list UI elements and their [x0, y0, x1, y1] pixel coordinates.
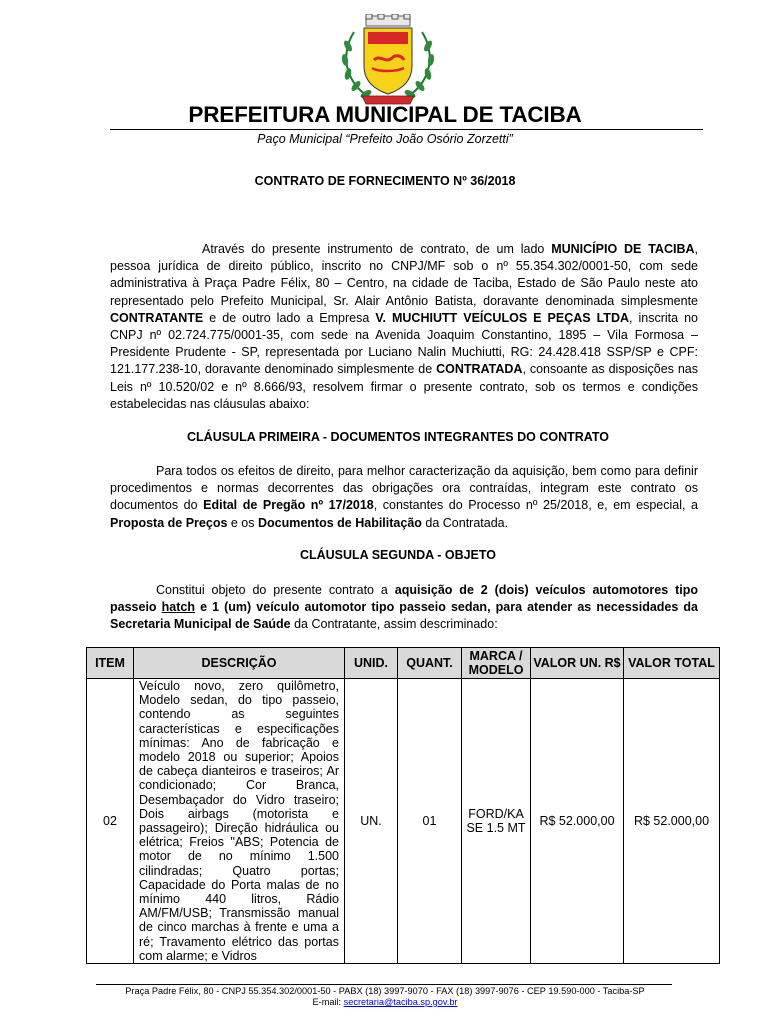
clause1-text-2: , constantes do Processo nº 25/2018, e, em especial, a [373, 498, 698, 513]
intro-bold-2: CONTRATANTE [110, 310, 204, 325]
footer-divider [96, 984, 672, 985]
intro-text-1: Através do presente instrumento de contrato, de um lado [202, 242, 552, 256]
footer-email-link[interactable]: secretaria@taciba.sp.gov.br [343, 997, 458, 1007]
clause2-paragraph [110, 582, 698, 634]
intro-paragraph [110, 241, 698, 413]
items-table [86, 647, 720, 964]
clause1-bold-3: Documentos de Habilitação [257, 515, 422, 530]
intro-text-5: , consoante as disposições nas Leis nº 10.520/02 e nº 8.666/93, resolvem firmar o presente contrato, sob os termos e condições estabelecidas nas cláusulas abaixo: [110, 362, 698, 411]
footer-email-line [0, 997, 770, 1008]
table-row [87, 679, 720, 964]
cell-valor-total: R$ 52.000,00 [624, 679, 720, 964]
intro-text-4: , inscrita no CNPJ nº 02.724.775/0001-35, com sede na Avenida Joaquim Constantino, 1895 – Vila Formosa – Presidente Prudente - SP, representada por Luciano Nalin Muchiutti, RG: 24.428.418 SSP/SP e CPF: 121.177.238-10, doravante denominado simplesmente de [110, 310, 698, 377]
clause1-text-3: e os [227, 515, 258, 530]
cell-marca: FORD/KA SE 1.5 MT [462, 679, 531, 964]
col-header-item: ITEM [87, 648, 134, 679]
cell-valor-un: R$ 52.000,00 [531, 679, 624, 964]
clause1-bold-2: Proposta de Preços [110, 515, 228, 530]
intro-text-2: , pessoa jurídica de direito público, inscrito no CNPJ/MF sob o nº 55.354.302/0001-50, com sede administrativa à Praça Padre Félix, 80 – Centro, na cidade de Taciba, Estado de São Paulo neste ato representado pelo Prefeito Municipal, Sr. Alair Antônio Batista, doravante denominada simplesmente [110, 242, 699, 308]
cell-descricao: Veículo novo, zero quilômetro, Modelo sedan, do tipo passeio, contendo as seguintes características e especificações mínimas: Ano de fabricação e modelo 2018 ou superior; Apoios de cabeça dianteiros e traseiros; Ar condicionado; Cor Branca, Desembaçador do Vidro traseiro; Dois airbags (motorista e passageiro); Direção hidráulica ou elétrica; Freios "ABS; Potencia de motor de no mínimo 1.500 cilindradas; Quatro portas; Capacidade do Porta malas de no mínimo 440 litros, Rádio AM/FM/USB; Transmissão manual de cinco marchas à frente e uma a ré; Travamento elétrico das portas com alarme; e Vidros [134, 679, 345, 964]
intro-bold-3: V. MUCHIUTT VEÍCULOS E PEÇAS LTDA [375, 310, 629, 325]
clause1-heading: CLÁUSULA PRIMEIRA - DOCUMENTOS INTEGRANTES DO CONTRATO [187, 430, 609, 444]
col-header-valor-un: VALOR UN. R$ [531, 648, 624, 679]
clause2-heading: CLÁUSULA SEGUNDA - OBJETO [299, 548, 497, 562]
col-header-marca: MARCA / MODELO [462, 648, 531, 679]
clause2-text-2: da Contratante, assim descriminado: [290, 617, 498, 632]
intro-bold-1: MUNICÍPIO DE TACIBA [551, 242, 695, 256]
col-header-valor-total: VALOR TOTAL [624, 648, 720, 679]
page-title: PREFEITURA MUNICIPAL DE TACIBA [188, 102, 582, 127]
footer-address: Praça Padre Félix, 80 - CNPJ 55.354.302/0001-50 - PABX (18) 3997-9070 - FAX (18) 3997-9076 - CEP 19.590-000 - Taciba-SP [125, 986, 645, 996]
page-subtitle: Paço Municipal “Prefeito João Osório Zorzetti” [257, 132, 513, 146]
clause2-bold-2: e 1 (um) veículo automotor tipo passeio sedan, para atender as necessidades da Secretaria Municipal de Saúde [110, 600, 698, 632]
clause1-text-1: Para todos os efeitos de direito, para melhor caracterização da aquisição, bem como para definir procedimentos e normas decorrentes das obrigações ora contraídas, integram este contrato os documentos do [110, 464, 698, 513]
intro-bold-4: CONTRATADA [436, 362, 523, 377]
clause2-text-1: Constitui objeto do presente contrato a [156, 583, 395, 597]
footer-email-label: E-mail: [312, 997, 344, 1007]
clause1-bold-1: Edital de Pregão nº 17/2018 [203, 498, 374, 513]
clause2-bold-underlined: hatch [161, 600, 195, 615]
cell-item: 02 [87, 679, 134, 964]
intro-text-3: e de outro lado a Empresa [203, 310, 376, 325]
coat-of-arms-icon [334, 14, 442, 106]
col-header-descricao: DESCRIÇÃO [134, 648, 345, 679]
table-header-row [87, 648, 720, 679]
clause1-paragraph [110, 463, 698, 532]
clause2-bold-1: aquisição de 2 (dois) veículos automotores tipo passeio [110, 583, 698, 615]
col-header-unid: UNID. [345, 648, 398, 679]
col-header-quant: QUANT. [398, 648, 462, 679]
cell-quant: 01 [398, 679, 462, 964]
page-footer [0, 986, 770, 1008]
contract-title: CONTRATO DE FORNECIMENTO Nº 36/2018 [254, 174, 516, 188]
header-divider [110, 129, 703, 130]
cell-unid: UN. [345, 679, 398, 964]
clause1-text-4: da Contratada. [421, 515, 509, 530]
